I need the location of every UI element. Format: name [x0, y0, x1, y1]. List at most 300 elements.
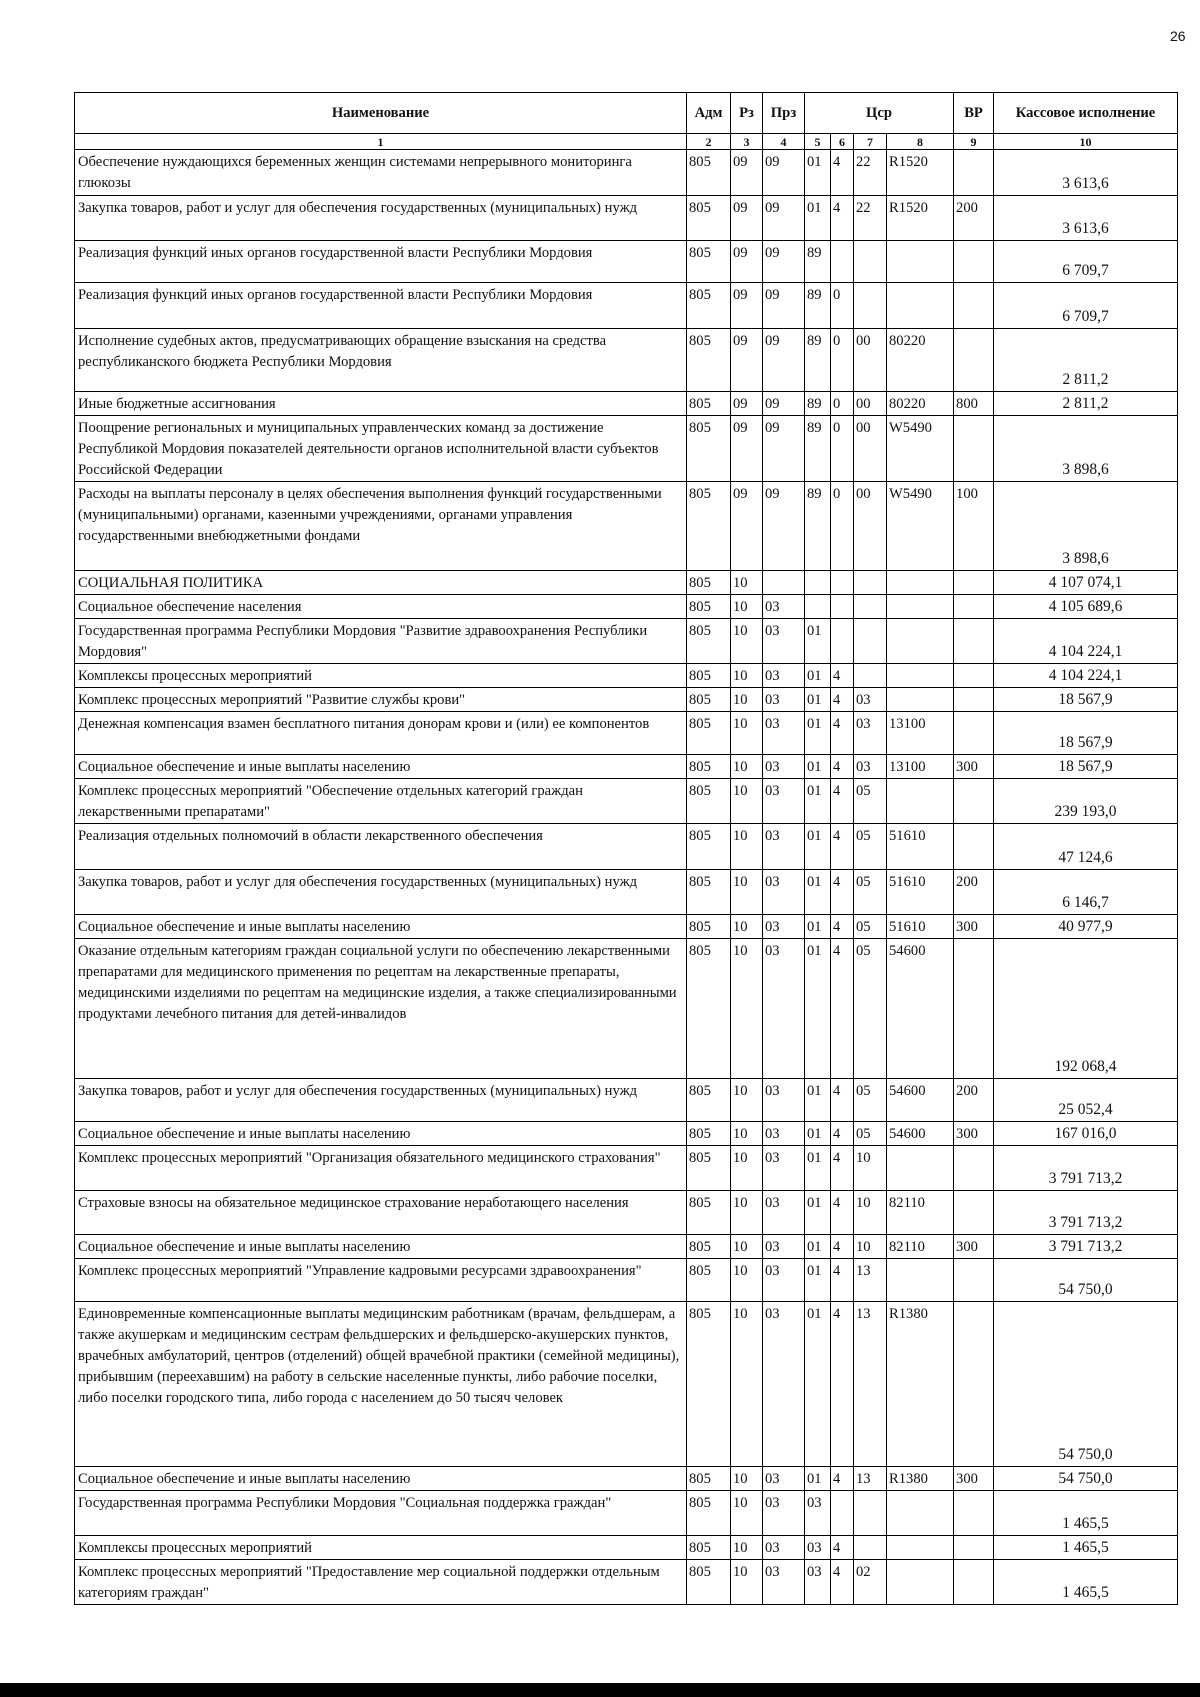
cell-rz: 10	[731, 1560, 763, 1605]
cell-csr-direction: R1520	[887, 150, 954, 196]
cell-amount: 54 750,0	[994, 1259, 1178, 1302]
col-number: 4	[763, 134, 805, 150]
cell-adm: 805	[687, 1536, 731, 1560]
cell-adm: 805	[687, 392, 731, 416]
cell-prz: 03	[763, 870, 805, 915]
cell-prz: 09	[763, 150, 805, 196]
cell-csr-event: 10	[854, 1235, 887, 1259]
cell-amount: 167 016,0	[994, 1122, 1178, 1146]
cell-csr-program: 01	[805, 939, 831, 1079]
cell-csr-program: 01	[805, 870, 831, 915]
cell-amount: 3 791 713,2	[994, 1191, 1178, 1235]
cell-rz: 09	[731, 392, 763, 416]
cell-amount: 1 465,5	[994, 1536, 1178, 1560]
cell-name: Комплекс процессных мероприятий "Организация обязательного медицинского страхования"	[75, 1146, 687, 1191]
cell-csr-program: 01	[805, 1259, 831, 1302]
cell-csr-program: 01	[805, 1122, 831, 1146]
cell-rz: 09	[731, 241, 763, 283]
cell-vr	[954, 824, 994, 870]
cell-csr-event: 10	[854, 1191, 887, 1235]
cell-csr-type: 4	[831, 1191, 854, 1235]
cell-csr-type	[831, 1491, 854, 1536]
cell-name: Закупка товаров, работ и услуг для обеспечения государственных (муниципальных) нужд	[75, 196, 687, 241]
cell-csr-type: 0	[831, 329, 854, 392]
cell-amount: 3 791 713,2	[994, 1235, 1178, 1259]
cell-csr-event	[854, 619, 887, 664]
cell-csr-type: 4	[831, 870, 854, 915]
cell-rz: 09	[731, 482, 763, 571]
page-number: 26	[1170, 28, 1186, 44]
cell-csr-program: 03	[805, 1491, 831, 1536]
cell-name: Закупка товаров, работ и услуг для обеспечения государственных (муниципальных) нужд	[75, 1079, 687, 1122]
cell-rz: 09	[731, 283, 763, 329]
table-row	[75, 1302, 1178, 1467]
cell-rz: 10	[731, 1302, 763, 1467]
cell-amount: 1 465,5	[994, 1560, 1178, 1605]
cell-adm: 805	[687, 1235, 731, 1259]
cell-rz: 10	[731, 1259, 763, 1302]
cell-vr	[954, 571, 994, 595]
cell-name: Социальное обеспечение и иные выплаты населению	[75, 1122, 687, 1146]
table-row	[75, 416, 1178, 482]
cell-csr-type: 4	[831, 779, 854, 824]
cell-csr-type: 4	[831, 688, 854, 712]
cell-csr-type	[831, 619, 854, 664]
cell-prz: 03	[763, 1079, 805, 1122]
cell-prz: 09	[763, 482, 805, 571]
table-row	[75, 392, 1178, 416]
cell-csr-program: 89	[805, 329, 831, 392]
cell-amount: 2 811,2	[994, 329, 1178, 392]
cell-csr-event	[854, 1536, 887, 1560]
cell-csr-direction	[887, 283, 954, 329]
cell-amount: 3 613,6	[994, 150, 1178, 196]
cell-adm: 805	[687, 870, 731, 915]
cell-rz: 10	[731, 688, 763, 712]
cell-rz: 09	[731, 329, 763, 392]
table-row	[75, 824, 1178, 870]
cell-csr-direction	[887, 779, 954, 824]
cell-csr-direction: W5490	[887, 416, 954, 482]
cell-amount: 2 811,2	[994, 392, 1178, 416]
cell-prz: 09	[763, 241, 805, 283]
cell-rz: 10	[731, 755, 763, 779]
cell-csr-event: 05	[854, 824, 887, 870]
cell-adm: 805	[687, 1079, 731, 1122]
cell-csr-type: 4	[831, 1467, 854, 1491]
table-row	[75, 1491, 1178, 1536]
cell-csr-direction: R1380	[887, 1302, 954, 1467]
cell-vr	[954, 1302, 994, 1467]
cell-vr	[954, 150, 994, 196]
cell-csr-program: 01	[805, 1146, 831, 1191]
cell-amount: 3 613,6	[994, 196, 1178, 241]
table-row	[75, 1259, 1178, 1302]
cell-name: Единовременные компенсационные выплаты медицинским работникам (врачам, фельдшерам, а также акушеркам и медицинским сестрам фельдшерских и фельдшерско-акушерских пунктов, врачебных амбулаторий, центров (отделений) общей врачебной практики (семейной медицины), прибывшим (переехавшим) на работу в сельские населенные пункты, либо рабочие поселки, либо поселки городского типа, либо города с населением до 50 тысяч человек	[75, 1302, 687, 1467]
table-row	[75, 688, 1178, 712]
cell-csr-type	[831, 241, 854, 283]
cell-prz: 09	[763, 196, 805, 241]
cell-rz: 10	[731, 1467, 763, 1491]
header-name: Наименование	[75, 93, 687, 134]
cell-csr-program: 03	[805, 1560, 831, 1605]
cell-rz: 10	[731, 870, 763, 915]
cell-rz: 10	[731, 571, 763, 595]
cell-amount: 25 052,4	[994, 1079, 1178, 1122]
cell-vr	[954, 664, 994, 688]
cell-prz: 03	[763, 824, 805, 870]
cell-vr	[954, 1536, 994, 1560]
cell-csr-direction: 82110	[887, 1235, 954, 1259]
cell-csr-program: 01	[805, 779, 831, 824]
cell-csr-direction: R1380	[887, 1467, 954, 1491]
cell-name: Комплексы процессных мероприятий	[75, 1536, 687, 1560]
cell-prz: 03	[763, 1191, 805, 1235]
cell-adm: 805	[687, 150, 731, 196]
cell-amount: 192 068,4	[994, 939, 1178, 1079]
cell-adm: 805	[687, 1467, 731, 1491]
cell-rz: 10	[731, 1122, 763, 1146]
cell-csr-direction	[887, 619, 954, 664]
cell-adm: 805	[687, 779, 731, 824]
cell-vr	[954, 712, 994, 755]
cell-amount: 4 104 224,1	[994, 619, 1178, 664]
cell-adm: 805	[687, 416, 731, 482]
cell-prz: 09	[763, 283, 805, 329]
cell-rz: 10	[731, 1491, 763, 1536]
cell-adm: 805	[687, 1491, 731, 1536]
cell-prz: 03	[763, 664, 805, 688]
table-row	[75, 755, 1178, 779]
cell-csr-type: 4	[831, 196, 854, 241]
cell-rz: 10	[731, 939, 763, 1079]
cell-prz: 03	[763, 939, 805, 1079]
cell-csr-direction	[887, 1560, 954, 1605]
cell-vr	[954, 779, 994, 824]
cell-csr-event: 00	[854, 392, 887, 416]
cell-prz: 03	[763, 1146, 805, 1191]
cell-csr-event	[854, 664, 887, 688]
cell-amount: 3 898,6	[994, 416, 1178, 482]
cell-amount: 6 146,7	[994, 870, 1178, 915]
cell-name: Страховые взносы на обязательное медицинское страхование неработающего населения	[75, 1191, 687, 1235]
cell-csr-direction: W5490	[887, 482, 954, 571]
cell-vr: 800	[954, 392, 994, 416]
cell-csr-program: 01	[805, 1191, 831, 1235]
cell-csr-program: 89	[805, 482, 831, 571]
cell-name: Расходы на выплаты персоналу в целях обеспечения выполнения функций государственными (муниципальными) органами, казенными учреждениями, органами управления государственными внебюджетными фондами	[75, 482, 687, 571]
scan-bottom-edge	[0, 1683, 1200, 1697]
col-number: 6	[831, 134, 854, 150]
header-adm: Адм	[687, 93, 731, 134]
cell-name: Социальное обеспечение и иные выплаты населению	[75, 915, 687, 939]
cell-csr-program: 89	[805, 416, 831, 482]
table-row	[75, 1536, 1178, 1560]
cell-prz: 03	[763, 1536, 805, 1560]
cell-csr-direction	[887, 571, 954, 595]
cell-prz: 03	[763, 755, 805, 779]
cell-csr-direction	[887, 1259, 954, 1302]
cell-vr	[954, 688, 994, 712]
cell-csr-direction: 51610	[887, 870, 954, 915]
cell-csr-type: 0	[831, 416, 854, 482]
cell-name: Реализация функций иных органов государственной власти Республики Мордовия	[75, 241, 687, 283]
cell-csr-event	[854, 283, 887, 329]
cell-csr-program: 03	[805, 1536, 831, 1560]
cell-adm: 805	[687, 1560, 731, 1605]
table-row	[75, 1560, 1178, 1605]
cell-adm: 805	[687, 329, 731, 392]
cell-vr: 300	[954, 1235, 994, 1259]
cell-csr-event: 02	[854, 1560, 887, 1605]
cell-csr-direction: 82110	[887, 1191, 954, 1235]
table-row	[75, 1467, 1178, 1491]
cell-name: Комплекс процессных мероприятий "Управление кадровыми ресурсами здравоохранения"	[75, 1259, 687, 1302]
cell-csr-direction	[887, 688, 954, 712]
cell-amount: 239 193,0	[994, 779, 1178, 824]
cell-csr-type: 4	[831, 712, 854, 755]
cell-adm: 805	[687, 1122, 731, 1146]
cell-adm: 805	[687, 1146, 731, 1191]
cell-csr-type: 4	[831, 939, 854, 1079]
cell-csr-type: 0	[831, 392, 854, 416]
col-number: 3	[731, 134, 763, 150]
cell-vr	[954, 1491, 994, 1536]
cell-csr-program: 89	[805, 283, 831, 329]
budget-execution-table	[74, 92, 1178, 1605]
cell-prz: 09	[763, 392, 805, 416]
cell-prz: 03	[763, 1122, 805, 1146]
cell-vr	[954, 1146, 994, 1191]
cell-csr-program: 01	[805, 1235, 831, 1259]
col-number: 5	[805, 134, 831, 150]
cell-csr-type: 4	[831, 1079, 854, 1122]
cell-rz: 10	[731, 712, 763, 755]
cell-csr-direction	[887, 241, 954, 283]
cell-amount: 47 124,6	[994, 824, 1178, 870]
cell-rz: 10	[731, 824, 763, 870]
cell-csr-event: 05	[854, 870, 887, 915]
cell-name: Иные бюджетные ассигнования	[75, 392, 687, 416]
cell-name: Государственная программа Республики Мордовия "Развитие здравоохранения Республики Мордовия"	[75, 619, 687, 664]
cell-rz: 10	[731, 1191, 763, 1235]
cell-prz: 03	[763, 688, 805, 712]
cell-adm: 805	[687, 712, 731, 755]
header-csr: Цср	[805, 93, 954, 134]
cell-csr-event: 03	[854, 688, 887, 712]
cell-name: Комплекс процессных мероприятий "Обеспечение отдельных категорий граждан лекарственными препаратами"	[75, 779, 687, 824]
cell-csr-direction: 51610	[887, 824, 954, 870]
cell-vr	[954, 1560, 994, 1605]
cell-csr-program: 89	[805, 241, 831, 283]
cell-adm: 805	[687, 1302, 731, 1467]
table-row	[75, 150, 1178, 196]
cell-rz: 10	[731, 1079, 763, 1122]
cell-csr-type: 4	[831, 1302, 854, 1467]
cell-csr-direction	[887, 595, 954, 619]
cell-vr: 200	[954, 870, 994, 915]
cell-csr-event: 05	[854, 939, 887, 1079]
cell-csr-type: 4	[831, 664, 854, 688]
cell-vr	[954, 939, 994, 1079]
cell-csr-type: 4	[831, 1259, 854, 1302]
cell-csr-type: 4	[831, 1122, 854, 1146]
header-vr: ВР	[954, 93, 994, 134]
cell-amount: 1 465,5	[994, 1491, 1178, 1536]
cell-vr	[954, 1259, 994, 1302]
cell-csr-program: 01	[805, 1079, 831, 1122]
cell-prz: 03	[763, 779, 805, 824]
cell-vr	[954, 1191, 994, 1235]
cell-csr-direction: 80220	[887, 392, 954, 416]
table-row	[75, 571, 1178, 595]
cell-prz: 09	[763, 416, 805, 482]
cell-csr-event: 13	[854, 1259, 887, 1302]
cell-csr-event	[854, 241, 887, 283]
cell-csr-program: 01	[805, 619, 831, 664]
cell-adm: 805	[687, 619, 731, 664]
cell-csr-program: 01	[805, 1302, 831, 1467]
cell-csr-direction	[887, 664, 954, 688]
table-row	[75, 329, 1178, 392]
table-row	[75, 1235, 1178, 1259]
cell-rz: 09	[731, 196, 763, 241]
cell-name: Социальное обеспечение населения	[75, 595, 687, 619]
header-exec: Кассовое исполнение	[994, 93, 1178, 134]
cell-csr-direction	[887, 1146, 954, 1191]
table-row	[75, 1122, 1178, 1146]
cell-name: Комплекс процессных мероприятий "Предоставление мер социальной поддержки отдельным категориям граждан"	[75, 1560, 687, 1605]
table-header	[75, 93, 1178, 150]
cell-csr-type: 4	[831, 915, 854, 939]
table-row	[75, 595, 1178, 619]
cell-csr-type: 4	[831, 1560, 854, 1605]
column-numbers-row	[75, 134, 1178, 150]
cell-csr-program: 01	[805, 688, 831, 712]
cell-csr-type: 4	[831, 1235, 854, 1259]
cell-name: Денежная компенсация взамен бесплатного питания донорам крови и (или) ее компонентов	[75, 712, 687, 755]
cell-csr-direction: 80220	[887, 329, 954, 392]
cell-vr	[954, 241, 994, 283]
cell-prz: 03	[763, 1302, 805, 1467]
table-row	[75, 939, 1178, 1079]
cell-adm: 805	[687, 196, 731, 241]
cell-csr-direction: 13100	[887, 712, 954, 755]
cell-csr-event: 22	[854, 196, 887, 241]
col-number: 10	[994, 134, 1178, 150]
cell-adm: 805	[687, 283, 731, 329]
cell-prz: 03	[763, 1235, 805, 1259]
cell-csr-event: 10	[854, 1146, 887, 1191]
cell-csr-type: 4	[831, 1146, 854, 1191]
cell-vr: 200	[954, 196, 994, 241]
cell-csr-direction: 54600	[887, 1122, 954, 1146]
cell-amount: 18 567,9	[994, 712, 1178, 755]
table-row	[75, 870, 1178, 915]
cell-csr-event: 05	[854, 1079, 887, 1122]
cell-prz: 09	[763, 329, 805, 392]
cell-rz: 10	[731, 1235, 763, 1259]
cell-adm: 805	[687, 824, 731, 870]
cell-rz: 10	[731, 595, 763, 619]
cell-name: Социальное обеспечение и иные выплаты населению	[75, 1235, 687, 1259]
header-prz: Прз	[763, 93, 805, 134]
table-row	[75, 482, 1178, 571]
cell-csr-direction: 54600	[887, 1079, 954, 1122]
cell-name: Закупка товаров, работ и услуг для обеспечения государственных (муниципальных) нужд	[75, 870, 687, 915]
cell-csr-program: 01	[805, 196, 831, 241]
cell-csr-program: 01	[805, 150, 831, 196]
cell-name: Реализация функций иных органов государственной власти Республики Мордовия	[75, 283, 687, 329]
cell-csr-type	[831, 571, 854, 595]
cell-vr	[954, 329, 994, 392]
col-number: 2	[687, 134, 731, 150]
cell-rz: 10	[731, 779, 763, 824]
cell-csr-program: 01	[805, 824, 831, 870]
cell-vr: 300	[954, 915, 994, 939]
cell-vr: 200	[954, 1079, 994, 1122]
cell-csr-type: 0	[831, 482, 854, 571]
cell-csr-direction: 13100	[887, 755, 954, 779]
cell-vr	[954, 283, 994, 329]
cell-vr	[954, 416, 994, 482]
cell-csr-event: 03	[854, 755, 887, 779]
cell-adm: 805	[687, 482, 731, 571]
table-row	[75, 241, 1178, 283]
cell-csr-event: 22	[854, 150, 887, 196]
table-row	[75, 283, 1178, 329]
cell-rz: 09	[731, 150, 763, 196]
cell-csr-event: 05	[854, 1122, 887, 1146]
cell-csr-program: 01	[805, 712, 831, 755]
cell-name: Социальное обеспечение и иные выплаты населению	[75, 1467, 687, 1491]
cell-csr-program	[805, 595, 831, 619]
cell-csr-program: 89	[805, 392, 831, 416]
table-row	[75, 915, 1178, 939]
cell-prz	[763, 571, 805, 595]
cell-name: Оказание отдельным категориям граждан социальной услуги по обеспечению лекарственными препаратами для медицинского применения по рецептам на лекарственные препараты, медицинскими изделиями по рецептам на медицинские изделия, а также специализированными продуктами лечебного питания для детей-инвалидов	[75, 939, 687, 1079]
col-number: 7	[854, 134, 887, 150]
cell-amount: 18 567,9	[994, 755, 1178, 779]
cell-rz: 10	[731, 664, 763, 688]
cell-prz: 03	[763, 915, 805, 939]
cell-csr-event	[854, 571, 887, 595]
table-row	[75, 1079, 1178, 1122]
cell-csr-program: 01	[805, 1467, 831, 1491]
cell-csr-event: 00	[854, 482, 887, 571]
col-number: 8	[887, 134, 954, 150]
header-rz: Рз	[731, 93, 763, 134]
cell-csr-program: 01	[805, 664, 831, 688]
cell-amount: 40 977,9	[994, 915, 1178, 939]
col-number: 9	[954, 134, 994, 150]
cell-adm: 805	[687, 571, 731, 595]
cell-csr-event: 00	[854, 329, 887, 392]
cell-amount: 6 709,7	[994, 283, 1178, 329]
cell-vr: 300	[954, 1122, 994, 1146]
cell-csr-event: 13	[854, 1467, 887, 1491]
cell-amount: 4 104 224,1	[994, 664, 1178, 688]
table-row	[75, 619, 1178, 664]
cell-amount: 54 750,0	[994, 1302, 1178, 1467]
cell-amount: 3 898,6	[994, 482, 1178, 571]
cell-csr-type: 0	[831, 283, 854, 329]
cell-csr-event: 00	[854, 416, 887, 482]
cell-csr-direction	[887, 1491, 954, 1536]
col-number: 1	[75, 134, 687, 150]
cell-adm: 805	[687, 1191, 731, 1235]
cell-prz: 03	[763, 619, 805, 664]
